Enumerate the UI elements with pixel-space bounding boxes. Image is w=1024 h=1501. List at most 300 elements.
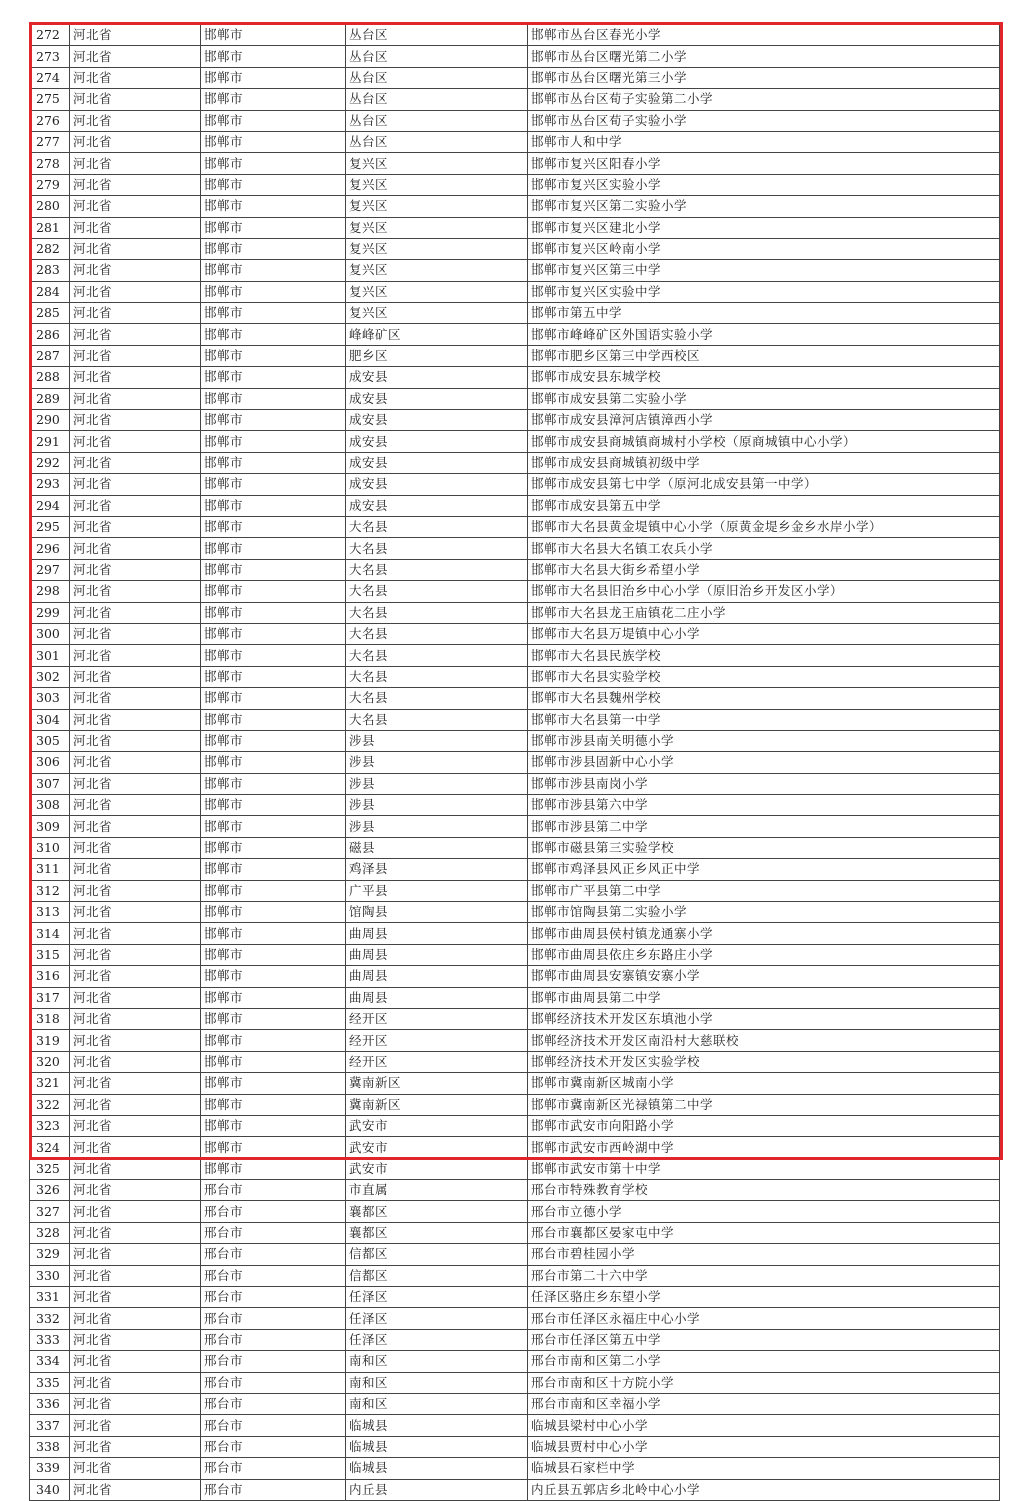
row-number: 334 — [30, 1351, 70, 1372]
province-cell: 河北省 — [70, 110, 201, 131]
province-cell: 河北省 — [70, 1372, 201, 1393]
city-cell: 邯郸市 — [201, 110, 346, 131]
table-row — [30, 666, 1000, 687]
table-row — [30, 495, 1000, 516]
table-row — [30, 474, 1000, 495]
city-cell: 邯郸市 — [201, 516, 346, 537]
table-row — [30, 1479, 1000, 1500]
table-row — [30, 902, 1000, 923]
row-number: 331 — [30, 1287, 70, 1308]
table-row — [30, 1265, 1000, 1286]
city-cell: 邯郸市 — [201, 324, 346, 345]
city-cell: 邯郸市 — [201, 388, 346, 409]
school-name-cell: 邯郸市成安县第二实验小学 — [528, 388, 1000, 409]
school-table — [29, 24, 1000, 1501]
province-cell: 河北省 — [70, 666, 201, 687]
city-cell: 邯郸市 — [201, 752, 346, 773]
table-row — [30, 816, 1000, 837]
school-name-cell: 内丘县五郭店乡北岭中心小学 — [528, 1479, 1000, 1500]
table-row — [30, 1073, 1000, 1094]
province-cell: 河北省 — [70, 281, 201, 302]
row-number: 283 — [30, 260, 70, 281]
table-row — [30, 131, 1000, 152]
school-name-cell: 邯郸市大名县民族学校 — [528, 645, 1000, 666]
row-number: 295 — [30, 516, 70, 537]
table-row — [30, 538, 1000, 559]
district-cell: 丛台区 — [346, 131, 528, 152]
city-cell: 邢台市 — [201, 1458, 346, 1479]
school-name-cell: 邯郸市第五中学 — [528, 303, 1000, 324]
school-name-cell: 邯郸市丛台区荀子实验小学 — [528, 110, 1000, 131]
city-cell: 邯郸市 — [201, 730, 346, 751]
district-cell: 临城县 — [346, 1436, 528, 1457]
city-cell: 邯郸市 — [201, 859, 346, 880]
row-number: 311 — [30, 859, 70, 880]
school-name-cell: 邯郸市复兴区实验小学 — [528, 174, 1000, 195]
table-row — [30, 153, 1000, 174]
district-cell: 武安市 — [346, 1158, 528, 1179]
row-number: 305 — [30, 730, 70, 751]
district-cell: 成安县 — [346, 495, 528, 516]
row-number: 318 — [30, 1008, 70, 1029]
district-cell: 大名县 — [346, 559, 528, 580]
district-cell: 涉县 — [346, 730, 528, 751]
school-name-cell: 邯郸市大名县大名镇工农兵小学 — [528, 538, 1000, 559]
table-row — [30, 388, 1000, 409]
city-cell: 邯郸市 — [201, 303, 346, 324]
row-number: 300 — [30, 623, 70, 644]
table-row — [30, 110, 1000, 131]
table-row — [30, 1137, 1000, 1158]
district-cell: 成安县 — [346, 431, 528, 452]
school-name-cell: 邢台市任泽区永福庄中心小学 — [528, 1308, 1000, 1329]
table-row — [30, 923, 1000, 944]
school-name-cell: 邯郸市涉县第二中学 — [528, 816, 1000, 837]
school-name-cell: 任泽区骆庄乡东望小学 — [528, 1287, 1000, 1308]
district-cell: 南和区 — [346, 1394, 528, 1415]
table-row — [30, 1008, 1000, 1029]
city-cell: 邯郸市 — [201, 666, 346, 687]
row-number: 319 — [30, 1030, 70, 1051]
city-cell: 邯郸市 — [201, 1008, 346, 1029]
province-cell: 河北省 — [70, 944, 201, 965]
province-cell: 河北省 — [70, 1222, 201, 1243]
row-number: 323 — [30, 1115, 70, 1136]
province-cell: 河北省 — [70, 25, 201, 46]
city-cell: 邢台市 — [201, 1244, 346, 1265]
row-number: 296 — [30, 538, 70, 559]
school-name-cell: 邯郸市涉县南岗小学 — [528, 773, 1000, 794]
row-number: 325 — [30, 1158, 70, 1179]
city-cell: 邯郸市 — [201, 196, 346, 217]
row-number: 301 — [30, 645, 70, 666]
school-name-cell: 邯郸市复兴区实验中学 — [528, 281, 1000, 302]
table-row — [30, 174, 1000, 195]
district-cell: 市直属 — [346, 1180, 528, 1201]
row-number: 310 — [30, 837, 70, 858]
school-name-cell: 邯郸市涉县第六中学 — [528, 795, 1000, 816]
table-row — [30, 602, 1000, 623]
school-name-cell: 邯郸经济技术开发区南沿村大慈联校 — [528, 1030, 1000, 1051]
table-row — [30, 1115, 1000, 1136]
school-name-cell: 邯郸市大名县第一中学 — [528, 709, 1000, 730]
table-row — [30, 730, 1000, 751]
table-row — [30, 1244, 1000, 1265]
row-number: 312 — [30, 880, 70, 901]
province-cell: 河北省 — [70, 1201, 201, 1222]
district-cell: 大名县 — [346, 581, 528, 602]
school-name-cell: 邯郸市丛台区荀子实验第二小学 — [528, 89, 1000, 110]
row-number: 272 — [30, 25, 70, 46]
school-name-cell: 临城县贾村中心小学 — [528, 1436, 1000, 1457]
row-number: 314 — [30, 923, 70, 944]
school-name-cell: 邯郸市复兴区岭南小学 — [528, 238, 1000, 259]
table-row — [30, 1351, 1000, 1372]
table-row — [30, 1030, 1000, 1051]
school-name-cell: 邯郸经济技术开发区东填池小学 — [528, 1008, 1000, 1029]
district-cell: 大名县 — [346, 602, 528, 623]
city-cell: 邯郸市 — [201, 1030, 346, 1051]
province-cell: 河北省 — [70, 559, 201, 580]
city-cell: 邯郸市 — [201, 495, 346, 516]
province-cell: 河北省 — [70, 1244, 201, 1265]
district-cell: 涉县 — [346, 816, 528, 837]
city-cell: 邯郸市 — [201, 238, 346, 259]
district-cell: 临城县 — [346, 1415, 528, 1436]
city-cell: 邯郸市 — [201, 260, 346, 281]
district-cell: 成安县 — [346, 410, 528, 431]
table-row — [30, 1329, 1000, 1350]
district-cell: 大名县 — [346, 538, 528, 559]
district-cell: 成安县 — [346, 388, 528, 409]
table-row — [30, 367, 1000, 388]
province-cell: 河北省 — [70, 1115, 201, 1136]
table-row — [30, 752, 1000, 773]
city-cell: 邯郸市 — [201, 217, 346, 238]
district-cell: 武安市 — [346, 1115, 528, 1136]
row-number: 338 — [30, 1436, 70, 1457]
city-cell: 邯郸市 — [201, 688, 346, 709]
city-cell: 邯郸市 — [201, 153, 346, 174]
district-cell: 大名县 — [346, 623, 528, 644]
city-cell: 邢台市 — [201, 1180, 346, 1201]
row-number: 340 — [30, 1479, 70, 1500]
city-cell: 邯郸市 — [201, 1073, 346, 1094]
table-row — [30, 795, 1000, 816]
province-cell: 河北省 — [70, 495, 201, 516]
row-number: 273 — [30, 46, 70, 67]
province-cell: 河北省 — [70, 1073, 201, 1094]
district-cell: 曲周县 — [346, 966, 528, 987]
school-name-cell: 邢台市任泽区第五中学 — [528, 1329, 1000, 1350]
city-cell: 邯郸市 — [201, 559, 346, 580]
row-number: 327 — [30, 1201, 70, 1222]
row-number: 322 — [30, 1094, 70, 1115]
province-cell: 河北省 — [70, 1094, 201, 1115]
school-name-cell: 邢台市特殊教育学校 — [528, 1180, 1000, 1201]
city-cell: 邯郸市 — [201, 944, 346, 965]
row-number: 303 — [30, 688, 70, 709]
school-name-cell: 邯郸市大名县龙王庙镇花二庄小学 — [528, 602, 1000, 623]
district-cell: 丛台区 — [346, 67, 528, 88]
row-number: 278 — [30, 153, 70, 174]
table-row — [30, 1458, 1000, 1479]
row-number: 307 — [30, 773, 70, 794]
district-cell: 襄都区 — [346, 1201, 528, 1222]
school-name-cell: 邯郸市成安县东城学校 — [528, 367, 1000, 388]
city-cell: 邯郸市 — [201, 923, 346, 944]
row-number: 288 — [30, 367, 70, 388]
row-number: 339 — [30, 1458, 70, 1479]
province-cell: 河北省 — [70, 923, 201, 944]
school-name-cell: 邯郸市大名县旧治乡中心小学（原旧治乡开发区小学） — [528, 581, 1000, 602]
city-cell: 邯郸市 — [201, 581, 346, 602]
district-cell: 丛台区 — [346, 89, 528, 110]
city-cell: 邯郸市 — [201, 474, 346, 495]
province-cell: 河北省 — [70, 452, 201, 473]
district-cell: 信都区 — [346, 1244, 528, 1265]
city-cell: 邯郸市 — [201, 795, 346, 816]
row-number: 274 — [30, 67, 70, 88]
table-row — [30, 217, 1000, 238]
province-cell: 河北省 — [70, 1265, 201, 1286]
row-number: 335 — [30, 1372, 70, 1393]
city-cell: 邯郸市 — [201, 367, 346, 388]
school-name-cell: 邯郸市磁县第三实验学校 — [528, 837, 1000, 858]
district-cell: 鸡泽县 — [346, 859, 528, 880]
city-cell: 邯郸市 — [201, 538, 346, 559]
district-cell: 成安县 — [346, 367, 528, 388]
row-number: 333 — [30, 1329, 70, 1350]
province-cell: 河北省 — [70, 581, 201, 602]
city-cell: 邯郸市 — [201, 281, 346, 302]
district-cell: 经开区 — [346, 1051, 528, 1072]
city-cell: 邢台市 — [201, 1308, 346, 1329]
province-cell: 河北省 — [70, 1137, 201, 1158]
school-name-cell: 邯郸市复兴区第二实验小学 — [528, 196, 1000, 217]
school-name-cell: 邯郸市丛台区曙光第二小学 — [528, 46, 1000, 67]
row-number: 317 — [30, 987, 70, 1008]
city-cell: 邯郸市 — [201, 837, 346, 858]
row-number: 308 — [30, 795, 70, 816]
city-cell: 邯郸市 — [201, 816, 346, 837]
province-cell: 河北省 — [70, 752, 201, 773]
table-row — [30, 773, 1000, 794]
city-cell: 邯郸市 — [201, 966, 346, 987]
table-row — [30, 260, 1000, 281]
table-row — [30, 1436, 1000, 1457]
table-row — [30, 880, 1000, 901]
district-cell: 经开区 — [346, 1030, 528, 1051]
row-number: 292 — [30, 452, 70, 473]
row-number: 313 — [30, 902, 70, 923]
city-cell: 邯郸市 — [201, 880, 346, 901]
table-row — [30, 581, 1000, 602]
school-name-cell: 邯郸经济技术开发区实验学校 — [528, 1051, 1000, 1072]
school-name-cell: 邯郸市涉县固新中心小学 — [528, 752, 1000, 773]
school-name-cell: 邯郸市成安县商城镇初级中学 — [528, 452, 1000, 473]
school-name-cell: 邯郸市大名县大街乡希望小学 — [528, 559, 1000, 580]
row-number: 297 — [30, 559, 70, 580]
province-cell: 河北省 — [70, 538, 201, 559]
province-cell: 河北省 — [70, 516, 201, 537]
district-cell: 经开区 — [346, 1008, 528, 1029]
table-row — [30, 1394, 1000, 1415]
district-cell: 任泽区 — [346, 1287, 528, 1308]
city-cell: 邢台市 — [201, 1222, 346, 1243]
row-number: 337 — [30, 1415, 70, 1436]
district-cell: 南和区 — [346, 1372, 528, 1393]
school-name-cell: 邯郸市复兴区第三中学 — [528, 260, 1000, 281]
row-number: 320 — [30, 1051, 70, 1072]
city-cell: 邯郸市 — [201, 645, 346, 666]
table-row — [30, 859, 1000, 880]
school-name-cell: 邯郸市武安市向阳路小学 — [528, 1115, 1000, 1136]
province-cell: 河北省 — [70, 966, 201, 987]
row-number: 306 — [30, 752, 70, 773]
province-cell: 河北省 — [70, 1415, 201, 1436]
row-number: 315 — [30, 944, 70, 965]
table-row — [30, 1094, 1000, 1115]
row-number: 293 — [30, 474, 70, 495]
row-number: 330 — [30, 1265, 70, 1286]
district-cell: 复兴区 — [346, 260, 528, 281]
province-cell: 河北省 — [70, 645, 201, 666]
province-cell: 河北省 — [70, 89, 201, 110]
school-name-cell: 邯郸市馆陶县第二实验小学 — [528, 902, 1000, 923]
city-cell: 邯郸市 — [201, 131, 346, 152]
district-cell: 大名县 — [346, 688, 528, 709]
province-cell: 河北省 — [70, 688, 201, 709]
table-row — [30, 196, 1000, 217]
table-row — [30, 345, 1000, 366]
table-row — [30, 410, 1000, 431]
province-cell: 河北省 — [70, 1479, 201, 1500]
row-number: 298 — [30, 581, 70, 602]
district-cell: 曲周县 — [346, 944, 528, 965]
city-cell: 邯郸市 — [201, 345, 346, 366]
district-cell: 丛台区 — [346, 46, 528, 67]
province-cell: 河北省 — [70, 303, 201, 324]
school-name-cell: 邯郸市鸡泽县风正乡风正中学 — [528, 859, 1000, 880]
city-cell: 邯郸市 — [201, 623, 346, 644]
school-name-cell: 邯郸市人和中学 — [528, 131, 1000, 152]
district-cell: 涉县 — [346, 752, 528, 773]
district-cell: 武安市 — [346, 1137, 528, 1158]
row-number: 329 — [30, 1244, 70, 1265]
province-cell: 河北省 — [70, 367, 201, 388]
city-cell: 邢台市 — [201, 1436, 346, 1457]
table-row — [30, 1051, 1000, 1072]
district-cell: 冀南新区 — [346, 1094, 528, 1115]
city-cell: 邯郸市 — [201, 25, 346, 46]
table-row — [30, 837, 1000, 858]
row-number: 279 — [30, 174, 70, 195]
city-cell: 邯郸市 — [201, 46, 346, 67]
province-cell: 河北省 — [70, 46, 201, 67]
city-cell: 邢台市 — [201, 1201, 346, 1222]
province-cell: 河北省 — [70, 730, 201, 751]
province-cell: 河北省 — [70, 1287, 201, 1308]
district-cell: 大名县 — [346, 645, 528, 666]
row-number: 291 — [30, 431, 70, 452]
table-row — [30, 303, 1000, 324]
city-cell: 邯郸市 — [201, 410, 346, 431]
district-cell: 内丘县 — [346, 1479, 528, 1500]
province-cell: 河北省 — [70, 388, 201, 409]
school-name-cell: 邯郸市大名县实验学校 — [528, 666, 1000, 687]
table-row — [30, 1308, 1000, 1329]
row-number: 309 — [30, 816, 70, 837]
row-number: 285 — [30, 303, 70, 324]
table-row — [30, 25, 1000, 46]
province-cell: 河北省 — [70, 837, 201, 858]
district-cell: 复兴区 — [346, 153, 528, 174]
district-cell: 馆陶县 — [346, 902, 528, 923]
city-cell: 邯郸市 — [201, 902, 346, 923]
table-row — [30, 46, 1000, 67]
school-name-cell: 邯郸市大名县魏州学校 — [528, 688, 1000, 709]
table-row — [30, 944, 1000, 965]
district-cell: 复兴区 — [346, 303, 528, 324]
district-cell: 曲周县 — [346, 987, 528, 1008]
school-name-cell: 邯郸市成安县商城镇商城村小学校（原商城镇中心小学） — [528, 431, 1000, 452]
province-cell: 河北省 — [70, 1394, 201, 1415]
city-cell: 邢台市 — [201, 1372, 346, 1393]
city-cell: 邯郸市 — [201, 709, 346, 730]
city-cell: 邯郸市 — [201, 452, 346, 473]
district-cell: 成安县 — [346, 474, 528, 495]
school-name-cell: 邯郸市冀南新区光禄镇第二中学 — [528, 1094, 1000, 1115]
city-cell: 邯郸市 — [201, 1137, 346, 1158]
city-cell: 邢台市 — [201, 1265, 346, 1286]
row-number: 316 — [30, 966, 70, 987]
table-row — [30, 89, 1000, 110]
city-cell: 邢台市 — [201, 1351, 346, 1372]
school-name-cell: 邯郸市曲周县依庄乡东路庄小学 — [528, 944, 1000, 965]
table-row — [30, 1222, 1000, 1243]
province-cell: 河北省 — [70, 623, 201, 644]
district-cell: 冀南新区 — [346, 1073, 528, 1094]
city-cell: 邢台市 — [201, 1287, 346, 1308]
district-cell: 丛台区 — [346, 110, 528, 131]
table-row — [30, 281, 1000, 302]
district-cell: 肥乡区 — [346, 345, 528, 366]
district-cell: 广平县 — [346, 880, 528, 901]
table-row — [30, 623, 1000, 644]
district-cell: 南和区 — [346, 1351, 528, 1372]
province-cell: 河北省 — [70, 1308, 201, 1329]
table-row — [30, 516, 1000, 537]
row-number: 276 — [30, 110, 70, 131]
district-cell: 峰峰矿区 — [346, 324, 528, 345]
province-cell: 河北省 — [70, 1158, 201, 1179]
city-cell: 邯郸市 — [201, 431, 346, 452]
school-name-cell: 临城县梁村中心小学 — [528, 1415, 1000, 1436]
district-cell: 曲周县 — [346, 923, 528, 944]
district-cell: 涉县 — [346, 795, 528, 816]
district-cell: 任泽区 — [346, 1308, 528, 1329]
row-number: 326 — [30, 1180, 70, 1201]
row-number: 294 — [30, 495, 70, 516]
row-number: 287 — [30, 345, 70, 366]
table-row — [30, 966, 1000, 987]
district-cell: 磁县 — [346, 837, 528, 858]
school-name-cell: 邯郸市峰峰矿区外国语实验小学 — [528, 324, 1000, 345]
province-cell: 河北省 — [70, 1329, 201, 1350]
province-cell: 河北省 — [70, 131, 201, 152]
province-cell: 河北省 — [70, 1436, 201, 1457]
